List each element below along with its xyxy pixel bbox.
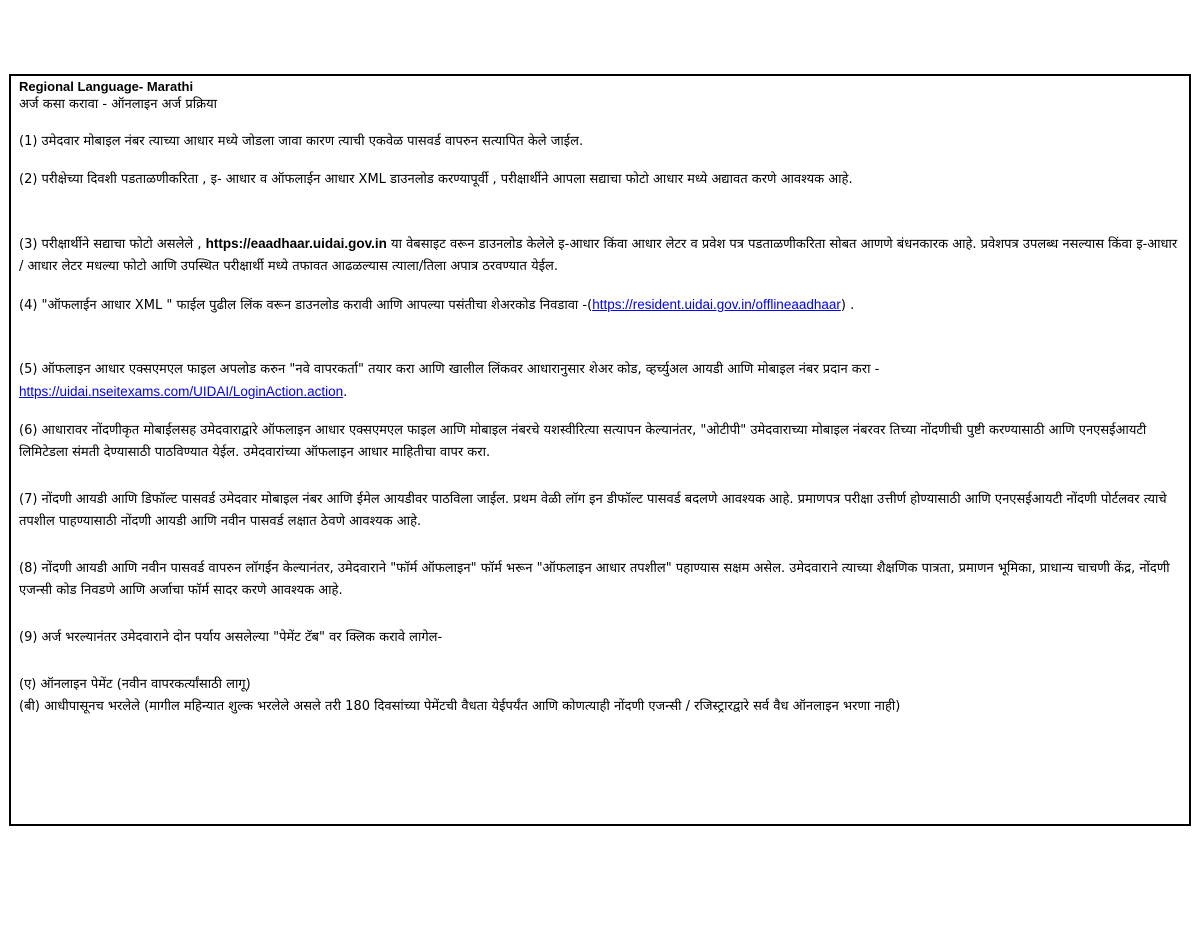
eaadhaar-url: https://eaadhaar.uidai.gov.in <box>205 236 387 251</box>
step-2: (2) परीक्षेच्या दिवशी पडताळणीकरिता , इ- आधार व ऑफलाईन आधार XML डाउनलोड करण्यापूर्वी , परीक्षार्थीने आपला सद्याचा फोटो आधार मध्ये अद्यावत करणे आवश्यक आहे. <box>19 172 853 187</box>
document-subheading: अर्ज कसा करावा - ऑनलाइन अर्ज प्रक्रिया <box>19 97 217 112</box>
step-8: (8) नोंदणी आयडी आणि नवीन पासवर्ड वापरुन लॉगईन केल्यानंतर, उमेदवाराने "फॉर्म ऑफलाइन" फॉर्म भरून "ऑफलाइन आधार तपशील" पहाण्यास सक्षम असेल. उमेदवाराने त्याच्या शैक्षणिक पात्रता, प्रमाणन भूमिका, प्राधान्य चाचणी केंद्र, नोंदणी एजन्सी कोड निवडणे आणि अर्जाचा फॉर्म सादर करणे आवश्यक आहे. <box>19 561 1170 598</box>
step-4 <box>19 294 1183 317</box>
step-5-text-after: . <box>343 385 348 400</box>
step-9-option-a: (ए) ऑनलाइन पेमेंट (नवीन वापरकर्त्यांसाठी लागू) <box>19 677 251 692</box>
step-9: (9) अर्ज भरल्यानंतर उमेदवाराने दोन पर्याय असलेल्या "पेमेंट टॅब" वर क्लिक करावे लागेल- <box>19 630 443 645</box>
step-3-text-before: (3) परीक्षार्थीने सद्याचा फोटो असलेले , <box>19 237 206 252</box>
document-box <box>9 74 1191 826</box>
step-4-text-after: ) . <box>840 298 855 313</box>
offline-aadhaar-link[interactable]: https://resident.uidai.gov.in/offlineaadhaar <box>592 297 841 312</box>
step-5 <box>19 359 1183 404</box>
step-9-option-b: (बी) आधीपासूनच भरलेले (मागील महिन्यात शुल्क भरलेले असले तरी 180 दिवसांच्या पेमेंटची वैधता येईपर्यंत आणि कोणत्याही नोंदणी एजन्सी / रजिस्ट्रारद्वारे सर्व वैध ऑनलाइन भरणा नाही) <box>19 699 901 714</box>
step-6: (6) आधारावर नोंदणीकृत मोबाईलसह उमेदवाराद्वारे ऑफलाइन आधार एक्सएमएल फाइल आणि मोबाइल नंबरचे यशस्वीरित्या सत्यापन केल्यानंतर, "ओटीपी" उमेदवाराच्या मोबाइल नंबरवर तिच्या नोंदणीची पुष्टी करण्यासाठी आणि एनएसईआयटी लिमिटेडला संमती देण्यासाठी पाठविण्यात येईल. उमेदवारांच्या ऑफलाइन आधार माहितीचा वापर करा. <box>19 423 1147 460</box>
step-3 <box>19 233 1183 278</box>
step-4-text-before: (4) "ऑफलाईन आधार XML " फाईल पुढील लिंक वरून डाउनलोड करावी आणि आपल्या पसंतीचा शेअरकोड निवडावा -( <box>19 298 593 313</box>
step-7: (7) नोंदणी आयडी आणि डिफॉल्ट पासवर्ड उमेदवार मोबाइल नंबर आणि ईमेल आयडीवर पाठविला जाईल. प्रथम वेळी लॉग इन डीफॉल्ट पासवर्ड बदलणे आवश्यक आहे. प्रमाणपत्र परीक्षा उत्तीर्ण होण्यासाठी आणि एनएसईआयटी नोंदणी पोर्टलवर त्याचे तपशील पाहण्यासाठी नोंदणी आयडी आणि नवीन पासवर्ड लक्षात ठेवणे आवश्यक आहे. <box>19 492 1167 529</box>
step-5-text-before: (5) ऑफलाइन आधार एक्सएमएल फाइल अपलोड करुन "नवे वापरकर्ता" तयार करा आणि खालील लिंकवर आधारानुसार शेअर कोड, व्हर्च्युअल आयडी आणि मोबाइल नंबर प्रदान करा - <box>19 362 880 377</box>
step-1: (1) उमेदवार मोबाइल नंबर त्याच्या आधार मध्ये जोडला जावा कारण त्याची एकवेळ पासवर्ड वापरुन सत्यापित केले जाईल. <box>19 134 584 149</box>
document-heading: Regional Language- Marathi <box>19 79 194 94</box>
step-3-text-after: या वेबसाइट वरून डाउनलोड केलेले इ-आधार किंवा आधार लेटर व प्रवेश पत्र पडताळणीकरिता सोबत आणणे बंधनकारक आहे. प्रवेशपत्र उपलब्ध नसल्यास किंवा इ-आधार / आधार लेटर मधल्या फोटो आणि उपस्थित परीक्षार्थी मध्ये तफावत आढळल्यास त्याला/तिला अपात्र ठरवण्यात येईल. <box>19 237 1178 274</box>
uidai-login-link[interactable]: https://uidai.nseitexams.com/UIDAI/LoginAction.action <box>19 384 344 399</box>
